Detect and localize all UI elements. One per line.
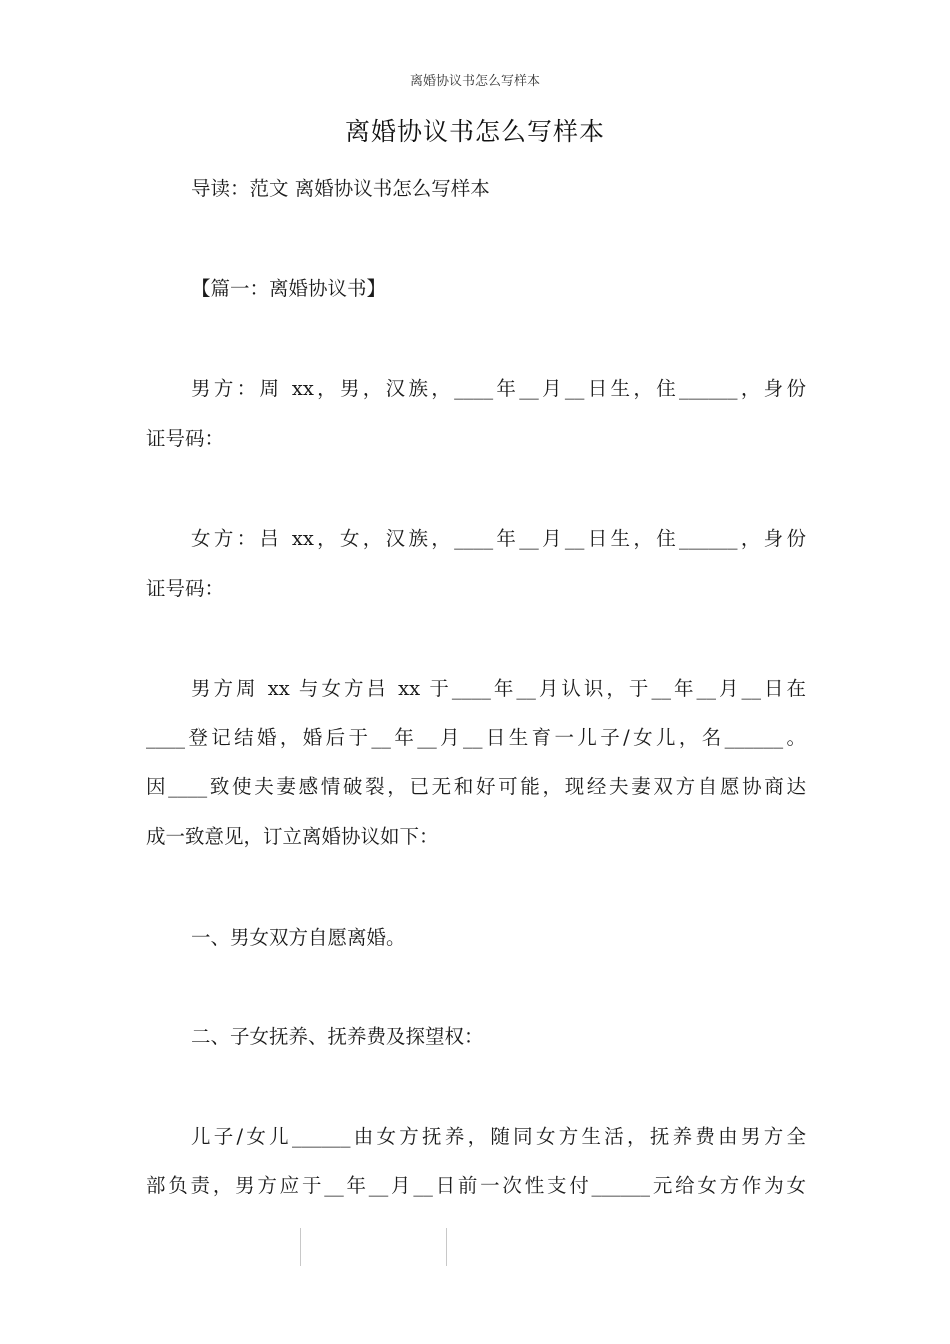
female-party-line-2: 证号码： — [146, 577, 225, 600]
lead-paragraph: 导读：范文 离婚协议书怎么写样本 — [191, 177, 490, 200]
male-party-line-1: 男方：周 xx，男，汉族，____年__月__日生，住______，身份 — [191, 377, 806, 400]
male-party-line-2: 证号码： — [146, 427, 225, 450]
intro-line-1: 男方周 xx 与女方吕 xx 于____年__月认识，于__年__月__日在 — [191, 677, 806, 700]
section-heading: 【篇一：离婚协议书】 — [191, 277, 387, 300]
female-party-line-1: 女方：吕 xx，女，汉族，____年__月__日生，住______，身份 — [191, 527, 806, 550]
footer-divider-left — [300, 1228, 301, 1266]
clause-two: 二、子女抚养、抚养费及探望权： — [191, 1025, 484, 1048]
document-title: 离婚协议书怎么写样本 — [344, 117, 605, 146]
clause-one: 一、男女双方自愿离婚。 — [191, 926, 406, 949]
intro-line-2: ____登记结婚，婚后于__年__月__日生育一儿子/女儿，名______。 — [146, 726, 806, 749]
footer-divider-right — [446, 1228, 447, 1266]
running-header: 离婚协议书怎么写样本 — [409, 74, 540, 89]
child-line-2: 部负责，男方应于__年__月__日前一次性支付______元给女方作为女 — [146, 1174, 806, 1197]
intro-line-3: 因____致使夫妻感情破裂，已无和好可能，现经夫妻双方自愿协商达 — [146, 775, 806, 798]
page-footer-marks — [300, 1228, 450, 1266]
child-line-1: 儿子/女儿______由女方抚养，随同女方生活，抚养费由男方全 — [191, 1125, 806, 1148]
intro-line-4: 成一致意见，订立离婚协议如下： — [146, 825, 439, 848]
